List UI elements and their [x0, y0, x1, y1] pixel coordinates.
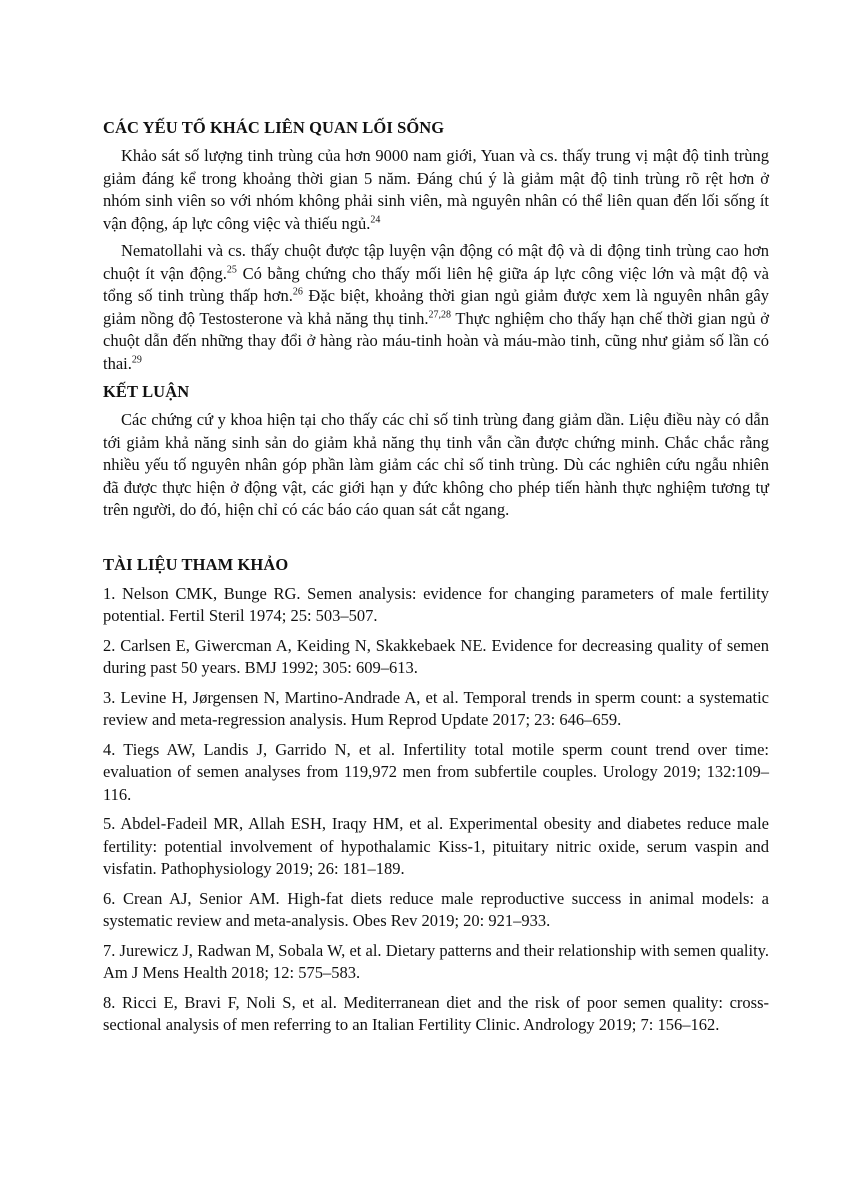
paragraph-text: Đặc biệt, khoảng thời gian ngủ giảm được xem là nguyên nhân gây giảm nồng độ Testosterone và khả năng thụ tinh. [103, 286, 769, 328]
paragraph-lifestyle-1 [103, 145, 769, 235]
reference-item: 3. Levine H, Jørgensen N, Martino-Andrade A, et al. Temporal trends in sperm count: a systematic review and meta-regression analysis. Hum Reprod Update 2017; 23: 646–659. [103, 687, 769, 729]
paragraph-lifestyle-2 [103, 240, 769, 375]
section-heading-lifestyle: CÁC YẾU TỐ KHÁC LIÊN QUAN LỐI SỐNG [103, 118, 445, 137]
paragraph-text: Có bằng chứng cho thấy mối liên hệ giữa áp lực công việc lớn và mật độ và tổng số tinh trùng thấp hơn. [103, 263, 769, 305]
reference-item: 2. Carlsen E, Giwercman A, Keiding N, Skakkebaek NE. Evidence for decreasing quality of semen during past 50 years. BMJ 1992; 305: 609–613. [103, 635, 769, 677]
reference-item: 8. Ricci E, Bravi F, Noli S, et al. Mediterranean diet and the risk of poor semen quality: cross-sectional analysis of men referring to an Italian Fertility Clinic. Andrology 2019; 7: 156–162. [103, 992, 769, 1034]
reference-item: 4. Tiegs AW, Landis J, Garrido N, et al. Infertility total motile sperm count trend over time: evaluation of semen analyses from 119,972 men from subfertile couples. Urology 2019; 132:109–116. [103, 739, 769, 804]
reference-item: 5. Abdel-Fadeil MR, Allah ESH, Iraqy HM, et al. Experimental obesity and diabetes reduce male fertility: potential involvement of hypothalamic Kiss-1, pituitary nitric oxide, serum vaspin and visfatin. Pathophysiology 2019; 26: 181–189. [103, 814, 769, 878]
reference-item: 6. Crean AJ, Senior AM. High-fat diets reduce male reproductive success in animal models: a systematic review and meta-analysis. Obes Rev 2019; 20: 921–933. [103, 888, 769, 930]
paragraph-text: Nematollahi và cs. thấy chuột được tập luyện vận động có mật độ và di động tinh trùng cao hơn chuột ít vận động. [103, 241, 769, 283]
paragraph-text: Thực nghiệm cho thấy hạn chế thời gian ngủ ở chuột dẫn đến những thay đổi ở hàng rào máu-tinh hoàn và máu-mào tinh, cũng như giảm số lần có thai. [103, 308, 769, 373]
citation: 24 [370, 214, 381, 225]
document-page [103, 116, 769, 1044]
citation: 29 [131, 354, 142, 365]
paragraph-conclusion: Các chứng cứ y khoa hiện tại cho thấy các chỉ số tinh trùng đang giảm dần. Liệu điều này có dẫn tới giảm khả năng sinh sản do giảm khả năng thụ tinh vẫn cần được chứng minh. Chắc chắc rằng nhiều yếu tố nguyên nhân góp phần làm giảm các chỉ số tinh trùng. Dù các nghiên cứu ngẫu nhiên đã được thực hiện ở động vật, các giới hạn y đức không cho phép tiến hành thực nghiệm tương tự trên người, do đó, hiện chỉ có các báo cáo quan sát cắt ngang. [103, 410, 769, 519]
reference-item: 7. Jurewicz J, Radwan M, Sobala W, et al. Dietary patterns and their relationship with semen quality. Am J Mens Health 2018; 12: 575–583. [103, 940, 769, 982]
section-heading-conclusion: KẾT LUẬN [103, 382, 190, 401]
reference-item: 1. Nelson CMK, Bunge RG. Semen analysis: evidence for changing parameters of male fertility potential. Fertil Steril 1974; 25: 503–507. [103, 583, 769, 625]
paragraph-text: Khảo sát số lượng tinh trùng của hơn 9000 nam giới, Yuan và cs. thấy trung vị mật độ tinh trùng giảm đáng kể trong khoảng thời gian 5 năm. Đáng chú ý là giảm mật độ tinh trùng rõ rệt hơn ở nhóm sinh viên so với nhóm không phải sinh viên, mà nguyên nhân có thể liên quan đến lối sống ít vận động, áp lực công việc và thiếu ngủ. [103, 146, 769, 233]
citation: 27,28 [428, 309, 451, 320]
reference-list [103, 583, 769, 1037]
section-heading-references: TÀI LIỆU THAM KHẢO [103, 554, 289, 574]
citation: 26 [292, 286, 303, 298]
citation: 25 [226, 264, 237, 275]
